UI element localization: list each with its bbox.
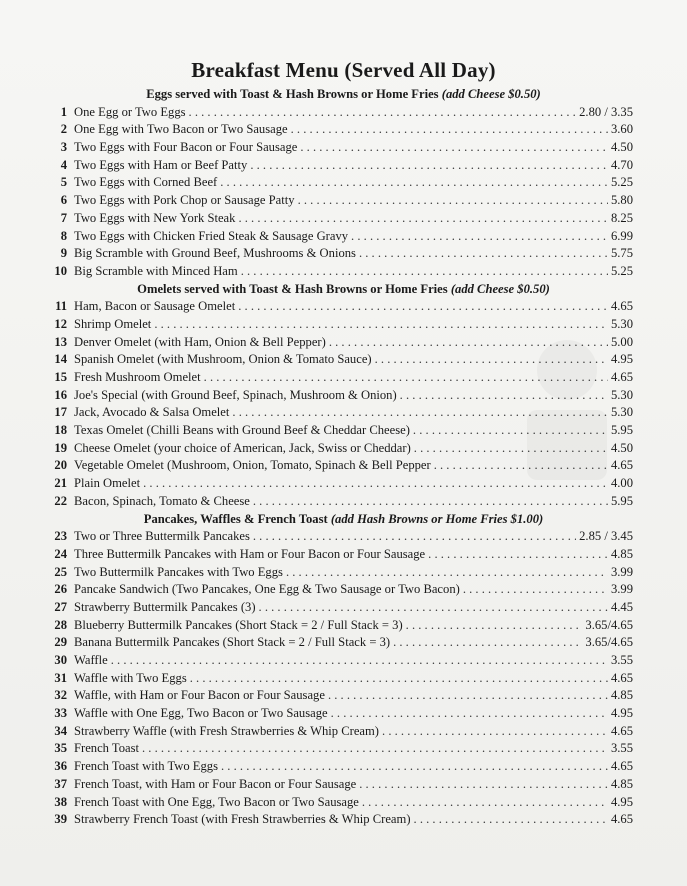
- menu-item-number: 9: [60, 246, 67, 261]
- section-header-text: Eggs served with Toast & Hash Browns or Home Fries: [146, 87, 439, 101]
- menu-item-price: 4.65: [610, 723, 633, 738]
- menu-item-line: [74, 121, 633, 139]
- menu-item-line: [74, 422, 633, 440]
- dot-leader: [142, 740, 608, 758]
- menu-item-price: 3.55: [610, 653, 633, 667]
- dot-leader: [331, 705, 608, 723]
- menu-item-price: 4.50: [610, 440, 633, 455]
- menu-item-name: Three Buttermilk Pancakes with Ham or Four Bacon or Four Sausage: [74, 546, 426, 561]
- dot-leader: [232, 404, 608, 422]
- section-header-text: Pancakes, Waffles & French Toast: [143, 511, 328, 526]
- menu-item-name: Big Scramble with Ground Beef, Mushrooms & Onions: [74, 246, 356, 261]
- menu-item: [50, 705, 633, 723]
- menu-item-number: 4: [60, 157, 67, 172]
- section-pancakes: [0, 511, 687, 829]
- menu-item: [50, 493, 633, 511]
- menu-item-name: French Toast: [74, 741, 139, 756]
- menu-item-line: [74, 210, 633, 228]
- menu-item-line: [74, 475, 633, 493]
- menu-item-price: 4.65: [610, 759, 633, 774]
- menu-item-name: Waffle: [74, 653, 108, 667]
- menu-item-line: [74, 104, 633, 122]
- dot-leader: [298, 192, 608, 210]
- menu-item: [50, 740, 633, 758]
- menu-item-line: [74, 298, 633, 316]
- menu-item-name: Vegetable Omelet (Mushroom, Onion, Tomato, Spinach & Bell Pepper: [74, 458, 431, 473]
- dot-leader: [241, 263, 608, 281]
- menu-list: [0, 528, 687, 829]
- menu-item-number: 5: [60, 175, 67, 190]
- menu-item-price: 5.75: [610, 246, 633, 261]
- section-header: [0, 86, 687, 104]
- menu-item-number: 1: [60, 104, 67, 119]
- menu-item-price: 3.60: [610, 122, 633, 137]
- menu-item-price: 5.00: [610, 334, 633, 349]
- menu-item-price: 4.85: [610, 546, 633, 561]
- menu-item-price: 4.95: [610, 352, 633, 367]
- menu-item-number: 7: [60, 210, 67, 225]
- menu-item-number: 2: [60, 122, 67, 137]
- menu-item: [50, 581, 633, 599]
- menu-item: [50, 104, 633, 122]
- menu-item-number: 17: [54, 405, 67, 420]
- menu-item: [50, 121, 633, 139]
- menu-item-line: [74, 493, 633, 511]
- menu-item: [50, 174, 633, 192]
- menu-item-price: 3.65/4.65: [585, 635, 633, 650]
- menu-item-line: [74, 705, 633, 723]
- menu-item-name: Strawberry Buttermilk Pancakes (3): [74, 599, 256, 614]
- menu-item: [50, 687, 633, 705]
- menu-item-number: 6: [60, 193, 67, 208]
- menu-item-line: [74, 334, 633, 352]
- menu-item: [50, 422, 633, 440]
- menu-item-line: [74, 670, 633, 688]
- menu-item-number: 14: [54, 352, 67, 367]
- section-header: [0, 281, 687, 299]
- menu-item-price: 4.70: [610, 157, 633, 172]
- menu-item-number: 11: [55, 299, 67, 314]
- menu-item-price: 2.85 / 3.45: [579, 529, 633, 544]
- dot-leader: [400, 387, 608, 405]
- menu-item-line: [74, 263, 633, 281]
- menu-item-name: Bacon, Spinach, Tomato & Cheese: [74, 493, 250, 508]
- menu-item-name: Two or Three Buttermilk Pancakes: [74, 529, 250, 544]
- menu-item-name: Cheese Omelet (your choice of American, Jack, Swiss or Cheddar): [74, 440, 411, 455]
- dot-leader: [286, 564, 608, 582]
- section-header: [0, 511, 687, 529]
- section-header-note: (add Hash Browns or Home Fries $1.00): [330, 511, 544, 526]
- dot-leader: [351, 228, 608, 246]
- menu-item-price: 3.99: [610, 564, 633, 579]
- menu-item-number: 8: [60, 228, 67, 243]
- menu-item-name: Two Eggs with Corned Beef: [74, 175, 218, 190]
- dot-leader: [414, 440, 608, 458]
- menu-item-price: 4.65: [610, 370, 633, 384]
- menu-item-line: [74, 581, 633, 599]
- dot-leader: [406, 617, 583, 635]
- dot-leader: [143, 475, 608, 493]
- menu-item-number: 22: [54, 493, 67, 508]
- menu-item-number: 31: [54, 670, 67, 685]
- menu-item-price: 4.85: [610, 776, 633, 791]
- menu-item: [50, 245, 633, 263]
- dot-leader: [300, 139, 608, 157]
- dot-leader: [250, 157, 608, 175]
- dot-leader: [220, 174, 608, 192]
- menu-item: [50, 776, 633, 794]
- dot-leader: [428, 546, 608, 564]
- menu-item-price: 4.65: [610, 299, 633, 314]
- menu-item: [50, 139, 633, 157]
- menu-item-line: [74, 687, 633, 705]
- menu-item-line: [74, 776, 633, 794]
- menu-item-price: 4.00: [610, 476, 633, 491]
- menu-item-line: [74, 546, 633, 564]
- dot-leader: [375, 351, 608, 369]
- menu-item-name: Two Eggs with Ham or Beef Patty: [74, 157, 248, 172]
- menu-item-line: [74, 157, 633, 175]
- menu-item-number: 36: [54, 759, 67, 774]
- menu-item: [50, 228, 633, 246]
- dot-leader: [221, 758, 608, 776]
- menu-item-number: 21: [54, 476, 67, 491]
- menu-item-price: 4.95: [610, 706, 633, 721]
- menu-item-number: 32: [54, 688, 67, 703]
- section-eggs: [0, 86, 687, 281]
- menu-item-line: [74, 811, 633, 829]
- menu-item-name: Spanish Omelet (with Mushroom, Onion & Tomato Sauce): [74, 352, 372, 367]
- dot-leader: [434, 457, 608, 475]
- menu-item: [50, 546, 633, 564]
- menu-item-price: 4.65: [610, 812, 633, 827]
- menu-item-number: 3: [60, 140, 67, 155]
- menu-item-name: Jack, Avocado & Salsa Omelet: [74, 405, 230, 420]
- menu-item: [50, 758, 633, 776]
- dot-leader: [329, 334, 608, 352]
- menu-item-price: 8.25: [610, 210, 633, 225]
- dot-leader: [393, 634, 582, 652]
- menu-item-name: Two Buttermilk Pancakes with Two Eggs: [74, 564, 283, 579]
- menu-item-name: French Toast with One Egg, Two Bacon or Two Sausage: [74, 794, 359, 809]
- menu-item-line: [74, 528, 633, 546]
- menu-item: [50, 652, 633, 670]
- dot-leader: [189, 104, 577, 122]
- section-header-text: Omelets served with Toast & Hash Browns or Home Fries: [137, 281, 448, 296]
- menu-item-price: 5.25: [610, 263, 633, 278]
- menu-item-number: 39: [54, 812, 67, 827]
- menu-item-name: Strawberry French Toast (with Fresh Strawberries & Whip Cream): [74, 812, 411, 827]
- menu-item-number: 30: [54, 653, 67, 667]
- menu-item-price: 2.80 / 3.35: [579, 104, 633, 119]
- menu-item-number: 35: [54, 741, 67, 756]
- menu-item-price: 3.99: [610, 582, 633, 597]
- menu-item-name: Waffle, with Ham or Four Bacon or Four Sausage: [74, 688, 325, 703]
- menu-item-name: Ham, Bacon or Sausage Omelet: [74, 299, 236, 314]
- menu-item-name: Plain Omelet: [74, 476, 141, 491]
- section-header-note: (add Cheese $0.50): [450, 281, 550, 296]
- menu-item-price: 3.55: [610, 741, 633, 756]
- menu-item-name: Blueberry Buttermilk Pancakes (Short Stack = 2 / Full Stack = 3): [74, 617, 403, 632]
- menu-item-name: French Toast with Two Eggs: [74, 759, 218, 774]
- menu-item-number: 23: [54, 529, 67, 544]
- dot-leader: [154, 316, 608, 334]
- menu-item-line: [74, 228, 633, 246]
- dot-leader: [111, 652, 608, 670]
- menu-item-line: [74, 564, 633, 582]
- menu-item: [50, 404, 633, 422]
- menu-item-price: 4.85: [610, 688, 633, 703]
- menu-item-name: Waffle with Two Eggs: [74, 670, 187, 685]
- menu-item-price: 5.95: [610, 493, 633, 508]
- dot-leader: [238, 210, 608, 228]
- menu-item-price: 4.95: [610, 794, 633, 809]
- dot-leader: [413, 422, 608, 440]
- menu-item-number: 27: [54, 599, 67, 614]
- dot-leader: [259, 599, 608, 617]
- section-header-note: (add Cheese $0.50): [441, 87, 541, 101]
- menu-item: [50, 811, 633, 829]
- menu-item-price: 5.25: [610, 175, 633, 190]
- menu-item-name: One Egg or Two Eggs: [74, 104, 186, 119]
- menu-item-number: 26: [54, 582, 67, 597]
- menu-item-number: 19: [54, 440, 67, 455]
- menu-item-price: 5.30: [610, 387, 633, 402]
- menu-item-number: 24: [54, 546, 67, 561]
- menu-title: Breakfast Menu (Served All Day): [191, 58, 496, 82]
- menu-list: [0, 104, 687, 281]
- menu-item-line: [74, 440, 633, 458]
- menu-item-price: 4.50: [610, 140, 633, 155]
- menu-item-number: 10: [54, 263, 67, 278]
- menu-item-price: 4.65: [610, 670, 633, 685]
- menu-item-line: [74, 634, 633, 652]
- menu-item: [50, 475, 633, 493]
- dot-leader: [359, 776, 608, 794]
- menu-item-name: Waffle with One Egg, Two Bacon or Two Sausage: [74, 706, 328, 721]
- menu-item: [50, 670, 633, 688]
- menu-item-name: Pancake Sandwich (Two Pancakes, One Egg & Two Sausage or Two Bacon): [74, 582, 460, 597]
- menu-item-name: Two Eggs with Chicken Fried Steak & Sausage Gravy: [74, 228, 349, 243]
- menu-item-name: Banana Buttermilk Pancakes (Short Stack = 2 / Full Stack = 3): [74, 635, 391, 650]
- menu-item: [50, 298, 633, 316]
- menu-item: [50, 599, 633, 617]
- menu-item-line: [74, 758, 633, 776]
- dot-leader: [463, 581, 608, 599]
- menu-item: [50, 617, 633, 635]
- menu-item-name: Shrimp Omelet: [74, 316, 152, 331]
- menu-item-number: 12: [54, 316, 67, 331]
- menu-item-number: 20: [54, 458, 67, 473]
- menu-item-number: 34: [54, 723, 67, 738]
- dot-leader: [359, 245, 608, 263]
- dot-leader: [253, 528, 576, 546]
- menu-item-name: Two Eggs with New York Steak: [74, 210, 236, 225]
- menu-item: [50, 369, 633, 387]
- menu-item-name: Big Scramble with Minced Ham: [74, 263, 238, 278]
- menu-item: [50, 440, 633, 458]
- menu-item: [50, 794, 633, 812]
- menu-item-name: Fresh Mushroom Omelet: [74, 370, 201, 384]
- menu-item-line: [74, 387, 633, 405]
- menu-item-line: [74, 652, 633, 670]
- menu-item-number: 37: [54, 776, 67, 791]
- menu-item-line: [74, 192, 633, 210]
- menu-item-number: 18: [54, 423, 67, 438]
- menu-item-line: [74, 316, 633, 334]
- menu-item-line: [74, 174, 633, 192]
- menu-item-number: 13: [54, 334, 67, 349]
- menu-item-line: [74, 457, 633, 475]
- menu-item-price: 5.80: [610, 193, 633, 208]
- menu-item-name: Strawberry Waffle (with Fresh Strawberries & Whip Cream): [74, 723, 380, 738]
- menu-item-number: 38: [54, 794, 67, 809]
- dot-leader: [328, 687, 608, 705]
- menu-item-price: 5.30: [610, 316, 633, 331]
- dot-leader: [253, 493, 608, 511]
- menu-item-name: Two Eggs with Four Bacon or Four Sausage: [74, 140, 298, 155]
- menu-item: [50, 457, 633, 475]
- menu-item-price: 5.95: [610, 423, 633, 438]
- menu-item: [50, 263, 633, 281]
- menu-item-name: Denver Omelet (with Ham, Onion & Bell Pepper): [74, 334, 326, 349]
- menu-item: [50, 387, 633, 405]
- menu-item-price: 5.30: [610, 405, 633, 420]
- dot-leader: [291, 121, 608, 139]
- menu-item-line: [74, 245, 633, 263]
- menu-item: [50, 210, 633, 228]
- menu-item-line: [74, 404, 633, 422]
- menu-item-line: [74, 740, 633, 758]
- dot-leader: [362, 794, 608, 812]
- dot-leader: [204, 369, 608, 387]
- menu-item-number: 15: [54, 370, 67, 384]
- menu-item-line: [74, 139, 633, 157]
- dot-leader: [382, 723, 608, 741]
- menu-item-line: [74, 617, 633, 635]
- menu-item: [50, 334, 633, 352]
- menu-item-price: 6.99: [610, 228, 633, 243]
- menu-list: [0, 298, 687, 510]
- menu-item-name: Texas Omelet (Chilli Beans with Ground Beef & Cheddar Cheese): [74, 423, 410, 438]
- menu-item-number: 33: [54, 706, 67, 721]
- menu-item-name: Joe's Special (with Ground Beef, Spinach, Mushroom & Onion): [74, 387, 397, 402]
- dot-leader: [238, 298, 608, 316]
- menu-item-number: 16: [54, 387, 67, 402]
- dot-leader: [190, 670, 608, 688]
- menu-item-number: 25: [54, 564, 67, 579]
- section-omelets: [0, 281, 687, 511]
- menu-item-line: [74, 369, 633, 387]
- menu-item: [50, 192, 633, 210]
- menu-item-price: 4.65: [610, 458, 633, 473]
- menu-item: [50, 157, 633, 175]
- menu-item-price: 4.45: [610, 599, 633, 614]
- menu-item-name: Two Eggs with Pork Chop or Sausage Patty: [74, 193, 295, 208]
- menu-item-number: 28: [54, 617, 67, 632]
- menu-item: [50, 723, 633, 741]
- menu-item: [50, 634, 633, 652]
- menu-item-line: [74, 794, 633, 812]
- menu-item: [50, 351, 633, 369]
- menu-item-name: One Egg with Two Bacon or Two Sausage: [74, 122, 288, 137]
- menu-item-line: [74, 723, 633, 741]
- menu-item-line: [74, 599, 633, 617]
- menu-item: [50, 316, 633, 334]
- dot-leader: [414, 811, 608, 829]
- menu-item-number: 29: [54, 635, 67, 650]
- menu-item-line: [74, 351, 633, 369]
- menu-item-price: 3.65/4.65: [585, 617, 633, 632]
- menu-item-name: French Toast, with Ham or Four Bacon or Four Sausage: [74, 776, 357, 791]
- menu-item: [50, 528, 633, 546]
- menu-item: [50, 564, 633, 582]
